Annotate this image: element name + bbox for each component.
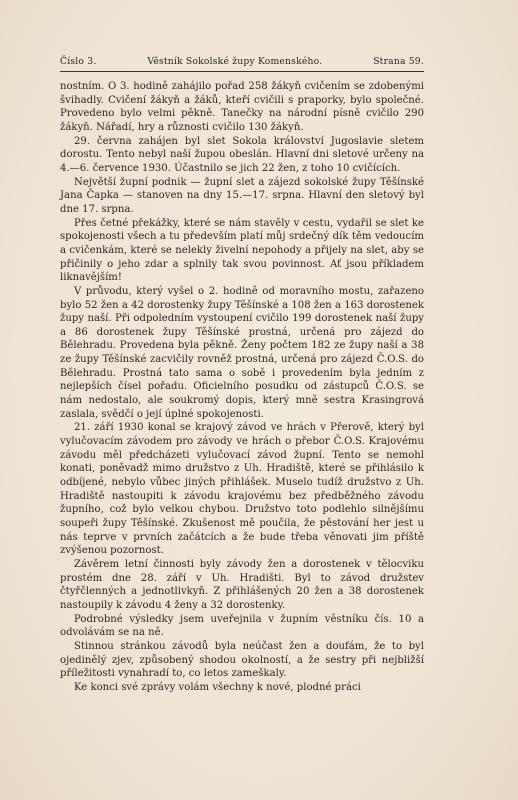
paragraph: 21. září 1930 konal se krajový závod ve hrách v Přerově, který byl vylučovacím závodem pro závody ve hrách o přebor Č.O.S. Krajovému závodu měl předcházeti vylučovací závod župní. Tento se nemohl konati, poněvadž mimo družstvo z Uh. Hradiště, které se přihlásilo k odbíjené, nebylo vůbec jiných přihlášek. Muselo tudíž družstvo z Uh. Hradiště nastoupiti k závodu krajovému bez předběžného závodu župního, což bylo velkou chybou. Družstvo toto podlehlo silnějšímu soupeři župy Těšínské. Zkušenost mě poučila, že pěstování her jest u nás teprve v prvních začátcích a že bude třeba věnovati jim příště zvýšenou pozornost. — [60, 422, 424, 557]
header-rule — [60, 71, 424, 72]
page-number: Strana 59. — [373, 56, 424, 67]
article-body — [60, 80, 424, 695]
paragraph: Největší župní podnik — župní slet a zájezd sokolské župy Těšínské Jana Čapka — stanoven na dny 15.—17. srpna. Hlavní den sletový byl dne 17. srpna. — [60, 176, 424, 215]
publication-title: Věstník Sokolské župy Komenského. — [147, 56, 323, 67]
paragraph: Závěrem letní činnosti byly závody žen a dorostenek v tělocviku prostém dne 28. září v Uh. Hradišti. Byl to závod družstev čtyřčlenných a jednotlivkyň. Z přihlášených 20 žen a 38 dorostenek nastoupily k závodu 4 ženy a 32 dorostenky. — [60, 558, 424, 611]
paragraph: Přes četné překážky, které se nám stavěly v cestu, vydařil se slet ke spokojenosti všech a tu především platí můj srdečný dík těm vedoucím a cvičenkám, které se nelekly živelní nepohody a přijely na slet, aby se přičinily o jeho zdar a splnily tak svou povinnost. Ať jsou příkladem liknavějším! — [60, 217, 424, 284]
paragraph: Stinnou stránkou závodů byla neúčast žen a doufám, že to byl ojedinělý zjev, způsobený shodou okolností, a že sestry při nejbližší příležitosti vynahradí to, co letos zameškaly. — [60, 640, 424, 680]
paragraph: Ke konci své zprávy volám všechny k nové, plodné práci — [74, 681, 361, 693]
running-header — [60, 56, 424, 67]
paragraph: nostním. O 3. hodině zahájilo pořad 258 žákyň cvičením se zdobenými švihadly. Cvičení žákyň a žáků, kteří cvičili s praporky, bylo společné. Provedeno bylo velmi pěkně. Tanečky na národní písně cvičilo 290 žákyň. Nářadí, hry a různosti cvičilo 130 žákyň. — [60, 81, 424, 133]
paragraph: Podrobné výsledky jsem uveřejnila v župním věstníku čís. 10 a odvolávám se na ně. — [60, 613, 424, 639]
issue-number: Číslo 3. — [60, 56, 97, 67]
paragraph: V průvodu, který vyšel o 2. hodině od moravního mostu, zařazeno bylo 52 žen a 42 dorostenky župy Těšínské a 108 žen a 163 dorostenek župy naší. Při odpoledním vystoupení cvičilo 199 dorostenek naší župy a 86 dorostenek župy Těšínské prostná, určená pro zájezd do Bělehradu. Provedena byla pěkně. Ženy počtem 182 ze župy naší a 38 ze župy Těšínské zacvičily rovněž prostná, určená pro zájezd Č.O.S. do Bělehradu. Prostná tato sama o sobě i provedením byla jedním z nejlepších čísel pořadu. Oficielního posudku od zástupců Č.O.S. se nám nedostalo, ale soukromý dopis, který mně sestra Krasingrová zaslala, svědčí o její úplné spokojenosti. — [60, 285, 424, 420]
paragraph: 29. června zahájen byl slet Sokola království Jugoslavie sletem dorostu. Tento nebyl naší župou obeslán. Hlavní dni sletové určeny na 4.—6. července 1930. Účastnilo se jich 22 žen, z toho 10 cvičících. — [60, 135, 424, 174]
